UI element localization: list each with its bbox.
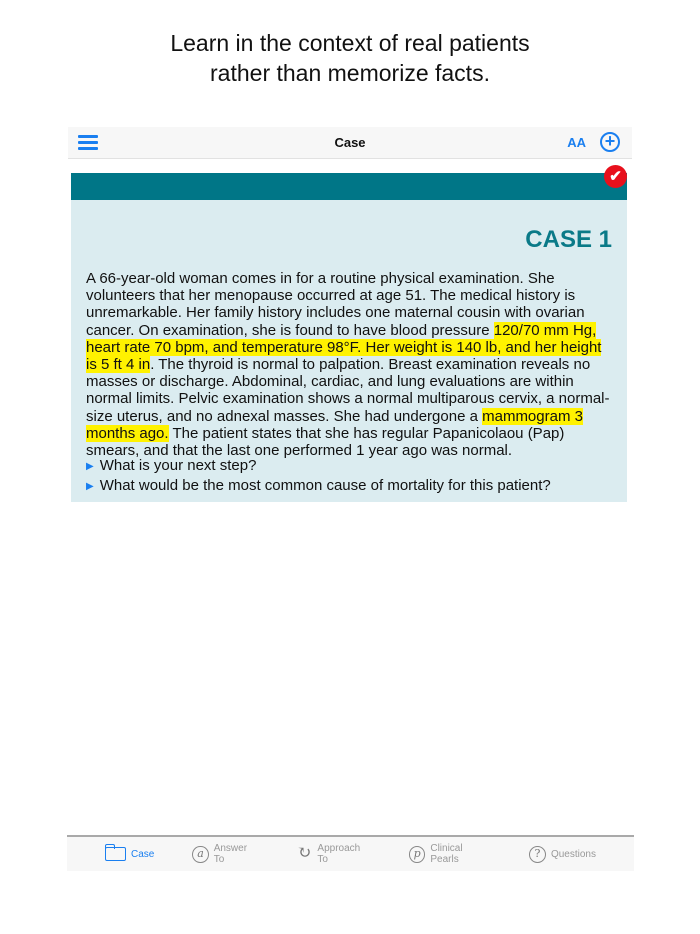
- tab-clinical-pearls[interactable]: [409, 843, 491, 865]
- tab-questions[interactable]: [529, 846, 596, 863]
- checkmark-icon[interactable]: ✔: [604, 165, 627, 188]
- case-text: The patient states that she has regular Papanicolaou (Pap) smears, and that the last one performed 1 year ago was normal.: [86, 424, 565, 460]
- font-size-button[interactable]: AA: [567, 135, 586, 150]
- triangle-right-icon: ▶: [86, 461, 94, 472]
- tab-label: Answer To: [213, 843, 248, 865]
- question-item[interactable]: [86, 456, 551, 476]
- case-text: . The thyroid is normal to palpation. Breast examination reveals no masses or discharge. Abdominal, cardiac, and lung evaluations are within normal limits. Pelvic examination shows a normal multiparous cervix, a normal-size uterus, and no adnexal masses. She had undergone a: [86, 356, 610, 425]
- question-text: What would be the most common cause of mortality for this patient?: [99, 477, 551, 494]
- nav-title: Case: [334, 135, 366, 150]
- navigation-bar: [68, 127, 632, 159]
- tab-answer-to[interactable]: [192, 843, 258, 865]
- case-title: CASE 1: [525, 226, 612, 253]
- headline: [0, 28, 700, 88]
- tab-label: Approach To: [317, 843, 361, 865]
- p-circle-icon: p: [409, 846, 425, 863]
- tab-approach-to[interactable]: [296, 843, 371, 865]
- question-text: What is your next step?: [99, 457, 257, 474]
- at-icon: a: [192, 846, 208, 863]
- highlighted-text: 120/70 mm Hg, heart rate 70 bpm, and temperature 98°F. Her weight is 140 lb, and her height is 5 ft 4 in: [86, 321, 602, 374]
- tab-bar: [67, 835, 634, 871]
- tab-label: Clinical Pearls: [430, 843, 463, 865]
- add-icon[interactable]: +: [600, 132, 620, 152]
- triangle-right-icon: ▶: [86, 481, 94, 492]
- headline-line-2: rather than memorize facts.: [210, 60, 490, 86]
- question-circle-icon: ?: [529, 846, 546, 863]
- tab-case[interactable]: [105, 847, 154, 861]
- question-list: [86, 456, 551, 496]
- tab-label: Case: [131, 848, 155, 860]
- case-card: [71, 168, 627, 502]
- menu-icon[interactable]: [78, 135, 98, 151]
- case-header-bar: [71, 173, 627, 200]
- case-description: [86, 270, 616, 459]
- folder-icon: [105, 847, 126, 861]
- tab-label: Questions: [550, 848, 596, 860]
- headline-line-1: Learn in the context of real patients: [170, 30, 530, 56]
- question-item[interactable]: [86, 476, 551, 496]
- case-text: A 66-year-old woman comes in for a routine physical examination. She volunteers that her menopause occurred at age 51. The medical history is unremarkable. Her family history includes one maternal cousin with ovarian cancer. On examination, she is found to have blood pressure: [86, 270, 585, 339]
- highlighted-text: mammogram 3 months ago.: [86, 407, 583, 442]
- rotate-arrow-icon: ↻: [297, 842, 312, 863]
